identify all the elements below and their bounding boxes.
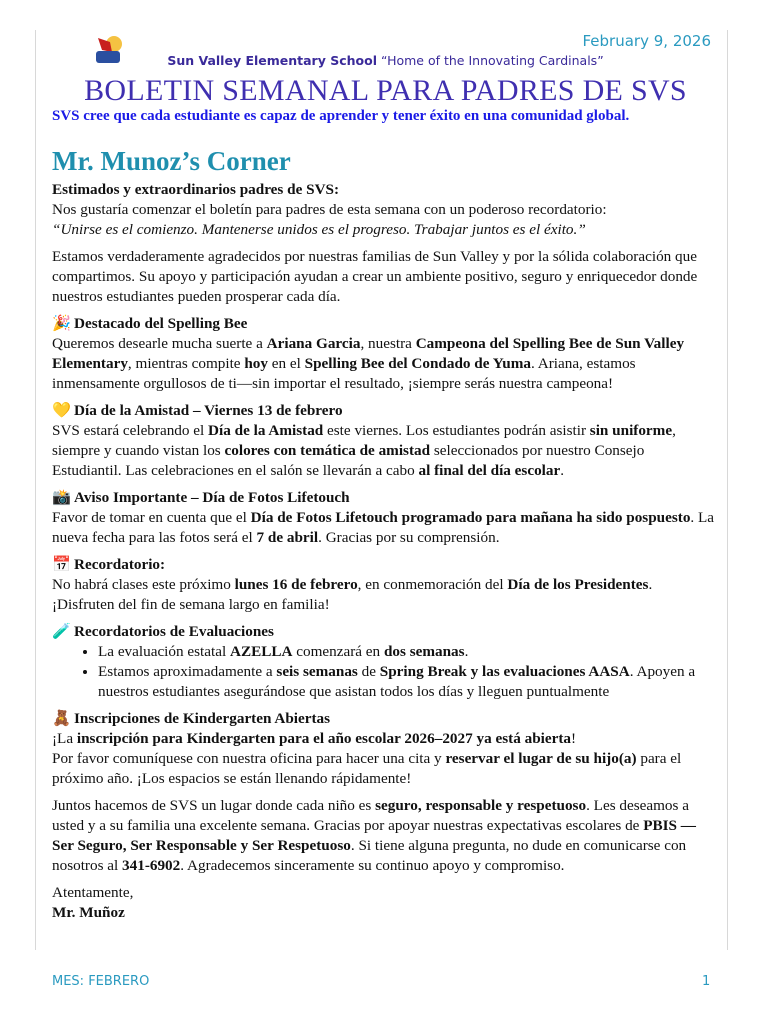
text-run: . [560, 462, 565, 479]
right-border [727, 30, 728, 950]
text-run: de [357, 663, 380, 680]
text-run: Favor de tomar en cuenta que el [52, 509, 251, 526]
text-run: para el próximo año. ¡Los espacios se están llenando rápidamente! [52, 750, 682, 787]
school-motto: “Home of the Innovating Cardinals” [380, 53, 604, 68]
paragraph [52, 421, 717, 481]
heading-text: Aviso Importante – Día de Fotos Lifetouch [74, 489, 350, 506]
text-run: Queremos desearle mucha suerte a [52, 335, 267, 352]
calendar-icon: 📅 [52, 556, 71, 573]
text-run: . [464, 643, 469, 660]
bold-text: lunes 16 de febrero [234, 576, 358, 593]
bold-text: Spring Break y las evaluaciones AASA [379, 663, 630, 680]
newsletter-body [52, 144, 717, 930]
teddy-bear-icon: 🧸 [52, 710, 71, 727]
text-run: . Apoyen a nuestros estudiantes asegurándose que asistan todos los días y lleguen puntualmente [98, 663, 696, 700]
text-run: SVS estará celebrando el [52, 422, 209, 439]
bold-text: seis semanas [276, 663, 358, 680]
bold-text: Campeona del Spelling Bee de Sun Valley Elementary [52, 335, 685, 372]
text-run: seleccionados por nuestro Consejo Estudiantil. Las celebraciones en el salón se llevarán a cabo [52, 442, 645, 479]
bullet-list [52, 642, 717, 702]
text-run: “Unirse es el comienzo. Mantenerse unidos es el progreso. Trabajar juntos es el éxito.” [52, 221, 586, 238]
subsection-heading [52, 555, 717, 575]
text-run: . Ariana, estamos inmensamente orgullosos de ti—sin importar el resultado, ¡siempre serás nuestra campeona! [52, 355, 636, 392]
paragraph [52, 796, 717, 876]
bold-text: Día de los Presidentes [507, 576, 649, 593]
text-run: , mientras compite [127, 355, 245, 372]
paragraph [52, 729, 717, 789]
paragraph [52, 247, 717, 307]
left-border [35, 30, 36, 950]
subsection-heading [52, 709, 717, 729]
page-number: 1 [702, 974, 711, 989]
bold-text: dos semanas [383, 643, 465, 660]
bold-text: sin uniforme [589, 422, 673, 439]
text-run: comenzará en [292, 643, 384, 660]
heading-text: Día de la Amistad – Viernes 13 de febrero [74, 402, 343, 419]
bold-text: inscripción para Kindergarten para el año escolar 2026–2027 ya está abierta [76, 730, 571, 747]
text-run: . ¡Disfruten del fin de semana largo en familia! [52, 576, 653, 613]
bold-text: colores con temática de amistad [224, 442, 431, 459]
heading-text: Recordatorios de Evaluaciones [74, 623, 274, 640]
heading-text: Recordatorio: [74, 556, 166, 573]
footer-month: MES: FEBRERO [52, 974, 150, 989]
bold-text: Día de la Amistad [208, 422, 324, 439]
text-run: Estamos verdaderamente agradecidos por nuestras familias de Sun Valley y por la sólida colaboración que compartimos. Su apoyo y participación ayudan a crear un ambiente positivo, seguro y enriquecedor donde nuestros estudiantes pueden prosperar cada día. [52, 248, 698, 305]
paragraph [52, 883, 717, 923]
text-run: Estamos aproximadamente a [98, 663, 277, 680]
text-run: , en conmemoración del [357, 576, 508, 593]
mission-tagline: SVS cree que cada estudiante es capaz de aprender y tener éxito en una comunidad global. [52, 108, 630, 124]
text-run: Juntos hacemos de SVS un lugar donde cada niño es [52, 797, 376, 814]
bold-text: 7 de abril [256, 529, 319, 546]
text-run: en el [267, 355, 305, 372]
subsection-heading [52, 488, 717, 508]
paragraph [52, 334, 717, 394]
text-run: Atentamente, [52, 884, 134, 901]
text-run: La evaluación estatal [98, 643, 230, 660]
subsection-heading [52, 314, 717, 334]
text-run: , siempre y cuando vistan los [52, 422, 676, 459]
text-run: este viernes. Los estudiantes podrán asistir [323, 422, 590, 439]
bold-text: al final del día escolar [418, 462, 561, 479]
text-run: Por favor comuníquese con nuestra oficina para hacer una cita y [52, 750, 446, 767]
bold-text: 341-6902 [122, 857, 181, 874]
bold-text: Ariana Garcia [266, 335, 361, 352]
newsletter-title: BOLETIN SEMANAL PARA PADRES DE SVS [84, 74, 687, 107]
test-tube-icon: 🧪 [52, 623, 71, 640]
text-run: . Les deseamos a usted y a su familia una excelente semana. Gracias por apoyar nuestras expectativas escolares de [52, 797, 689, 834]
bold-text: Mr. Muñoz [52, 904, 125, 921]
text-run: ¡La [52, 730, 77, 747]
heading-text: Destacado del Spelling Bee [74, 315, 248, 332]
bold-text: Día de Fotos Lifetouch programado para mañana ha sido pospuesto [250, 509, 691, 526]
subsection-heading [52, 622, 717, 642]
paragraph [52, 180, 717, 240]
bold-text: Spelling Bee del Condado de Yuma [304, 355, 531, 372]
school-name: Sun Valley Elementary School [167, 53, 377, 68]
list-item [98, 662, 717, 702]
bold-text: seguro, responsable y respetuoso [375, 797, 587, 814]
bold-text: hoy [244, 355, 268, 372]
text-run: . La nueva fecha para las fotos será el [52, 509, 715, 546]
text-run: No habrá clases este próximo [52, 576, 235, 593]
list-item [98, 642, 717, 662]
bold-text: PBIS — Ser Seguro, Ser Responsable y Ser Respetuoso [52, 817, 696, 854]
bold-text: AZELLA [229, 643, 293, 660]
section-title: Mr. Munoz’s Corner [52, 146, 291, 176]
text-run: , nuestra [360, 335, 416, 352]
subsection-heading [52, 401, 717, 421]
bold-text: reservar el lugar de su hijo(a) [445, 750, 637, 767]
school-header [0, 53, 771, 68]
text-run: Nos gustaría comenzar el boletín para padres de esta semana con un poderoso recordatorio: [52, 201, 607, 218]
yellow-heart-icon: 💛 [52, 402, 71, 419]
paragraph [52, 508, 717, 548]
date: February 9, 2026 [582, 32, 711, 50]
text-run: . Agradecemos sinceramente su continuo apoyo y compromiso. [180, 857, 565, 874]
camera-flash-icon: 📸 [52, 489, 71, 506]
heading-text: Inscripciones de Kindergarten Abiertas [74, 710, 331, 727]
party-popper-icon: 🎉 [52, 315, 71, 332]
text-run: . Si tiene alguna pregunta, no dude en comunicarse con nosotros al [52, 837, 687, 874]
content-blocks [52, 180, 717, 923]
text-run: . Gracias por su comprensión. [318, 529, 500, 546]
bold-text: Estimados y extraordinarios padres de SVS: [52, 181, 340, 198]
text-run: ! [571, 730, 577, 747]
paragraph [52, 575, 717, 615]
